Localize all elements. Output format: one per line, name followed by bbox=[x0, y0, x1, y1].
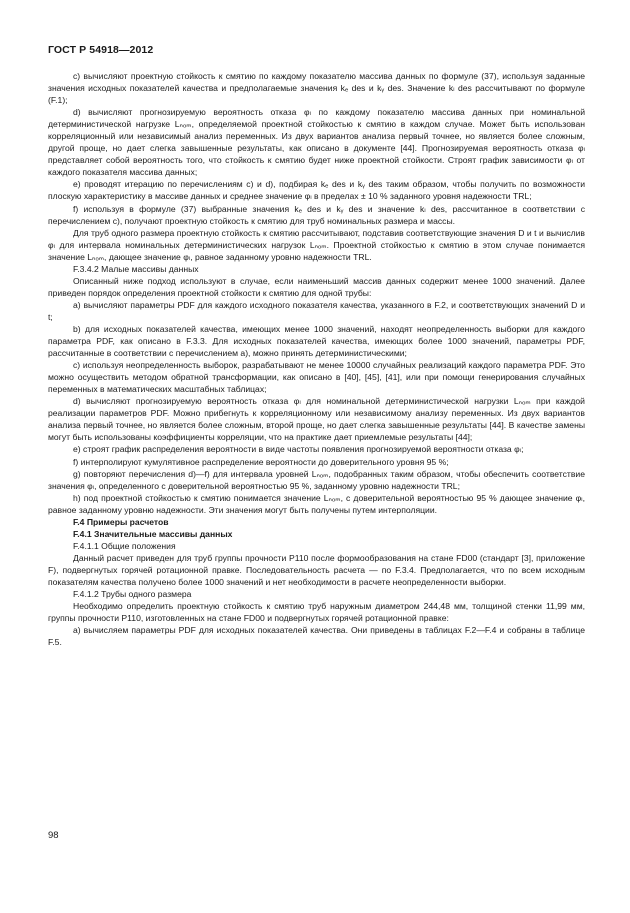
small-item-e: е) строят график распределения вероятности в виде частоты появления прогнозируемой вероятности отказа φₗ; bbox=[73, 444, 524, 455]
small-item-d: d) вычисляют прогнозируемую вероятность отказа φₗ для номинальной детерминистической нагрузки Lₙₒₘ при каждой реализации параметров PDF. Можно прибегнуть к корреляционному или независимому анализу переменных. Из двух вариантов анализа первый точнее, но является более сложным, второй проще, но дает слегка завышенные результаты [44]. В качестве замены могут быть использованы коэффициенты корреляции, что на практике дает приемлемые результаты [44]; bbox=[48, 396, 585, 443]
small-item-b: b) для исходных показателей качества, имеющих менее 1000 значений, находят неопределенность выборки для каждого параметра PDF, как описано в F.3.3. Для исходных показателей качества, имеющих более 1000 значений, параметры PDF, рассчитанные в соответствии с перечислением а), можно принять детерминистическими; bbox=[48, 323, 585, 359]
small-item-h: h) под проектной стойкостью к смятию понимается значение Lₙₒₘ, с доверительной вероятностью 95 % дающее значение φₗ, равное заданному уровню надежности. Эти значения могут быть получены путем интерполяции. bbox=[48, 492, 585, 515]
body-text bbox=[48, 70, 585, 648]
example-intro: Необходимо определить проектную стойкость к смятию труб наружным диаметром 244,48 мм, толщиной стенки 11,99 мм, группы прочности Р110, изготовленных на стане FD00 и подвергнутых горячей ротационной правке: bbox=[48, 601, 585, 624]
item-d: d) вычисляют прогнозируемую вероятность отказа φₗ по каждому показателю массива данных при номинальной детерминистической нагрузке Lₙₒₘ, определяемой проектной стойкостью к смятию в каждом случае. Может быть использован корреляционный или независимый анализ переменных. Из двух вариантов анализа первый точнее, но является более сложным, другой проще, но дает слегка завышенные результаты, как описано в документе [44]. Прогнозируемая вероятность отказа φₗ представляет собой вероятность того, что стойкость к смятию будет ниже проектной стойкости. Строят график зависимости φₗ от каждого показателя массива данных; bbox=[48, 107, 585, 178]
single-size-paragraph: Для труб одного размера проектную стойкость к смятию рассчитывают, подставив соответствующие значения D и t и вычислив φₗ для интервала номинальных детерминистических нагрузок Lₙₒₘ. Проектной стойкостью к смятию в этом случае понимается значение Lₙₒₘ, дающее значение φₗ, равное заданному уровню надежности TRL. bbox=[48, 227, 585, 262]
small-data-intro: Описанный ниже подход используют в случае, если наименьший массив данных содержит менее 1000 значений. Далее приведен порядок определения проектной стойкости к смятию для одной трубы: bbox=[48, 275, 585, 298]
section-heading-f342: F.3.4.2 Малые массивы данных bbox=[73, 263, 199, 274]
example-item-a: а) вычисляем параметры PDF для исходных показателей качества. Они приведены в таблицах F.2—F.4 и собраны в таблице F.5. bbox=[48, 625, 585, 648]
small-item-f: f) интерполируют кумулятивное распределение вероятности до доверительного уровня 95 %; bbox=[73, 456, 449, 467]
item-c: с) вычисляют проектную стойкость к смятию по каждому показателю массива данных по формуле (37), используя заданные значения исходных показателей качества и предполагаемые значения kₑ des и kᵧ des. Значение kₗ des рассчитывают по формуле (F.1); bbox=[48, 71, 585, 106]
small-item-a: а) вычисляют параметры PDF для каждого исходного показателя качества, указанного в F.2, и соответствующих значений D и t; bbox=[48, 299, 585, 322]
general-paragraph: Данный расчет приведен для труб группы прочности Р110 после формообразования на стане FD00 (стандарт [3], приложение F), подвергнутых горячей ротационной правке. Последовательность расчета — по F.3.4. Предполагается, что по всем исходным показателям качества получено более 1000 значений и нет необходимости в расчете неопределенности выборки. bbox=[48, 552, 585, 587]
section-heading-f412: F.4.1.2 Трубы одного размера bbox=[73, 589, 192, 600]
section-heading-f41: F.4.1 Значительные массивы данных bbox=[73, 528, 233, 539]
small-item-c: с) используя неопределенность выборок, разрабатывают не менее 10000 случайных реализаций каждого параметра PDF. Это можно осуществить методом обратной трансформации, как описано в [40], [45], [41], или при помощи генерирования случайных переменных в математических масштабных таблицах; bbox=[48, 360, 585, 395]
standard-header: ГОСТ Р 54918—2012 bbox=[48, 44, 154, 56]
small-item-g: g) повторяют перечисления d)—f) для интервала уровней Lₙₒₘ, подобранных таким образом, чтобы обеспечить соответствие значения φₗ, определенного с доверительной вероятностью 95 %, заданному уровню надежности TRL; bbox=[48, 468, 585, 491]
item-e: е) проводят итерацию по перечислениям с) и d), подбирая kₑ des и kᵧ des таким образом, чтобы получить по возможности плоскую характеристику в массиве данных и среднее значение φₗ в пределах ± 10 % заданного уровня надежности TRL; bbox=[48, 179, 585, 202]
page-number: 98 bbox=[48, 830, 59, 841]
item-f: f) используя в формуле (37) выбранные значения kₑ des и kᵧ des и значение kₗ des, рассчитанное в соответствии с перечислением с), получают проектную стойкость к смятию для труб номинальных размера и массы. bbox=[48, 203, 585, 226]
section-heading-f411: F.4.1.1 Общие положения bbox=[73, 540, 176, 551]
section-heading-f4: F.4 Примеры расчетов bbox=[73, 516, 169, 527]
